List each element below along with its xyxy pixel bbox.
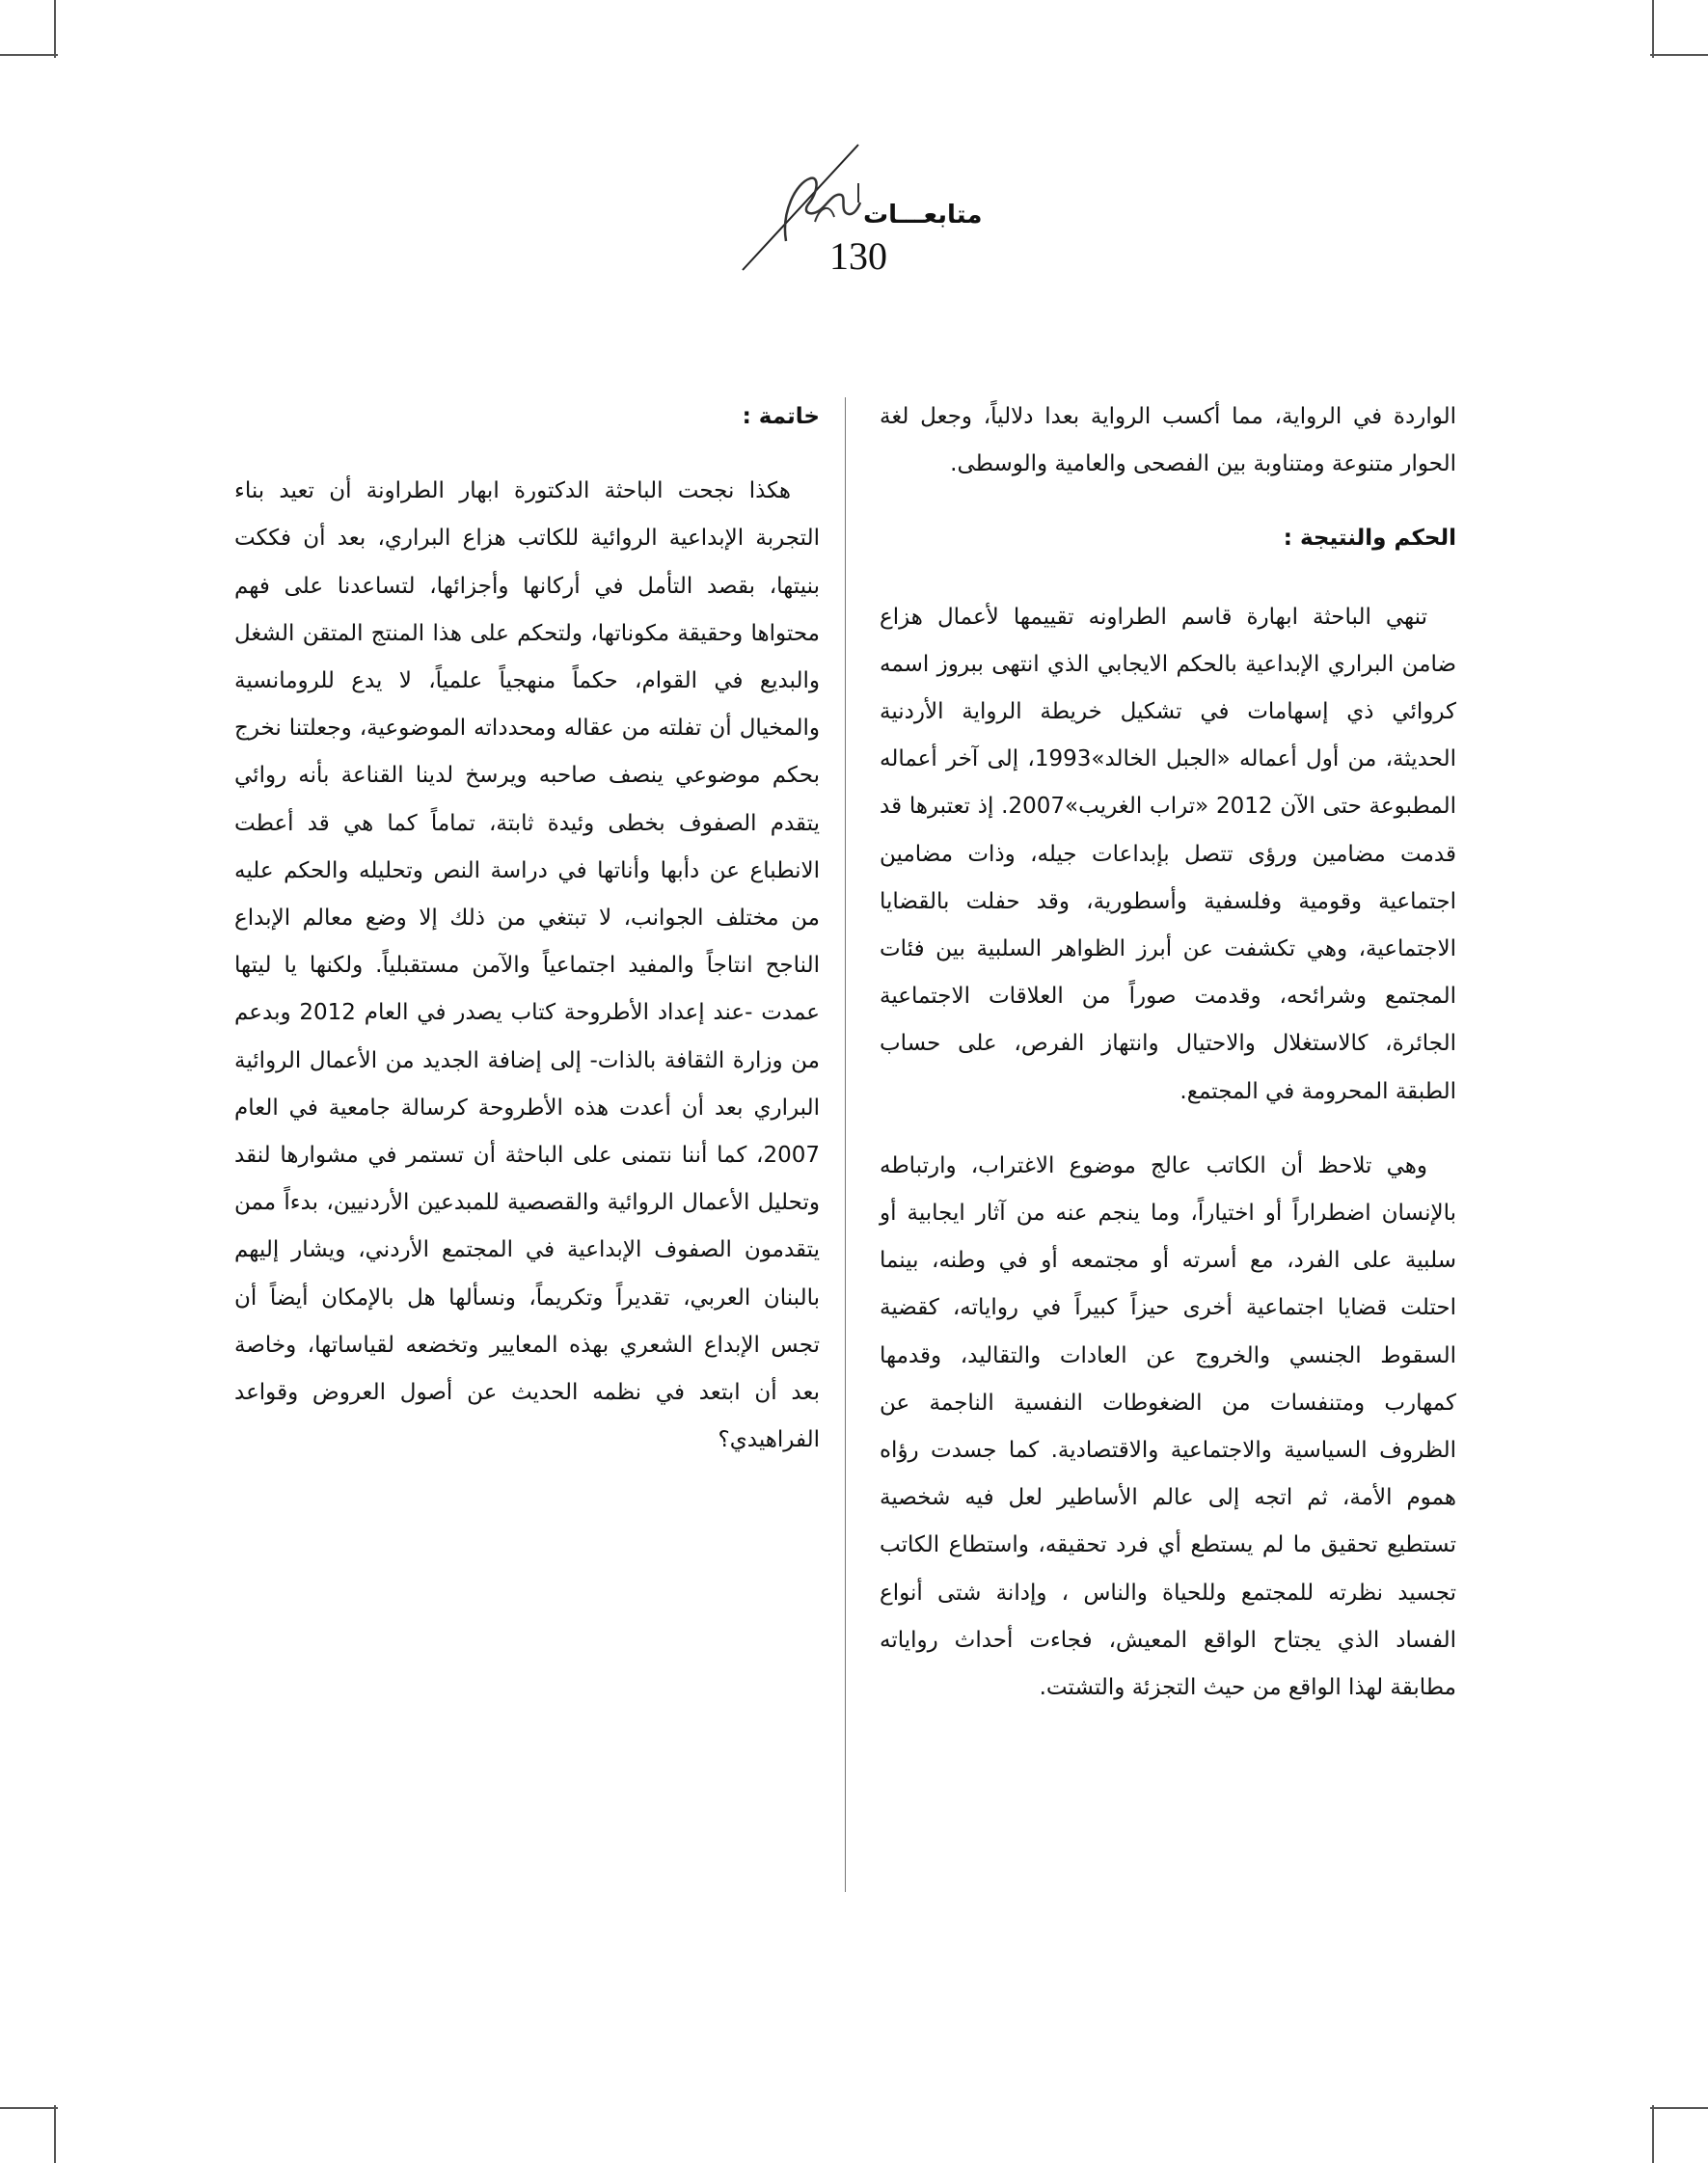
crop-mark xyxy=(1650,2107,1708,2109)
paragraph: الواردة في الرواية، مما أكسب الرواية بعدا دلالياً، وجعل لغة الحوار متنوعة ومتناوبة بين الفصحى والعامية والوسطى. xyxy=(880,404,1456,477)
crop-mark xyxy=(54,0,56,58)
paragraph: وهي تلاحظ أن الكاتب عالج موضوع الاغتراب، وارتباطه بالإنسان اضطراراً أو اختياراً، وما ينجم عنه من آثار ايجابية أو سلبية على الفرد، مع أسرته أو مجتمعه أو في وطنه، بينما احتلت قضايا اجتماعية أخرى حيزاً كبيراً في رواياته، كقضية السقوط الجنسي والخروج عن العادات والتقاليد، وقدمها كمهارب ومتنفسات من الضغوطات النفسية الناجمة عن الظروف السياسية والاجتماعية والاقتصادية. كما جسدت رؤاه هموم الأمة، ثم اتجه إلى عالم الأساطير لعل فيه شخصية تستطيع تحقيق ما لم يستطع أي فرد تحقيقه، واستطاع الكاتب تجسيد نظرته للمجتمع وللحياة والناس ، وإدانة شتى أنواع الفساد الذي يجتاح الواقع المعيش، فجاءت أحداث رواياته مطابقة لهذا الواقع من حيث التجزئة والتشتت. xyxy=(880,1152,1456,1701)
crop-mark xyxy=(54,2105,56,2163)
section-heading: الحكم والنتيجة : xyxy=(1283,526,1456,552)
paragraph: هكذا نجحت الباحثة الدكتورة ابهار الطراونة أن تعيد بناء التجربة الإبداعية الروائية للكاتب هزاع البراري، بعد أن فككت بنيتها، بقصد التأمل في أركانها وأجزائها، لتساعدنا على فهم محتواها وحقيقة مكوناتها، ولتحكم على هذا المنتج المتقن الشغل والبديع في القوام، حكماً منهجياً علمياً، لا يدع للرومانسية والمخيال أن تفلته من عقاله ومحدداته الموضوعية، وجعلتنا نخرج بحكم موضوعي ينصف صاحبه ويرسخ لدينا القناعة بأنه روائي يتقدم الصفوف بخطى وئيدة ثابتة، تماماً كما هي قد أعطت الانطباع عن دأبها وأناتها في دراسة النص وتحليله والحكم عليه من مختلف الجوانب، لا تبتغي من ذلك إلا وضع معالم الإبداع الناجح انتاجاً والمفيد اجتماعياً والآمن مستقبلياً. ولكنها يا ليتها عمدت -عند إعداد الأطروحة كتاب يصدر في العام 2012 وبدعم من وزارة الثقافة بالذات- إلى إضافة الجديد من الأعمال الروائية البراري بعد أن أعدت هذه الأطروحة كرسالة جامعية في العام 2007، كما أننا نتمنى على الباحثة أن تستمر في مشوارها لنقد وتحليل الأعمال الروائية والقصصية للمبدعين الأردنيين، بدءاً ممن يتقدمون الصفوف الإبداعية في المجتمع الأردني، ويشار إليهم بالبنان العربي، تقديراً وتكريماً، ونسألها هل بالإمكان أيضاً أن تجس الإبداع الشعري بهذه المعايير وتخضعه لقياساتها، وخاصة بعد أن ابتعد في نظمه الحديث عن أصول العروض وقواعد الفراهيدي؟ xyxy=(234,478,820,1453)
page-header xyxy=(675,125,1022,289)
right-column xyxy=(880,393,1456,1712)
paragraph: تنهي الباحثة ابهارة قاسم الطراونه تقييمها لأعمال هزاع ضامن البراري الإبداعية بالحكم الايجابي الذي انتهى ببروز اسمه كروائي ذي إسهامات في تشكيل خريطة الرواية الأردنية الحديثة، من أول أعماله «الجبل الخالد»1993، إلى آخر أعماله المطبوعة حتى الآن 2012 «تراب الغريب»2007. إذ تعتبرها قد قدمت مضامين ورؤى تتصل بإبداعات جيله، وذات مضامين اجتماعية وقومية وفلسفية وأسطورية، وقد حفلت بالقضايا الاجتماعية، وهي تكشفت عن أبرز الظواهر السلبية بين فئات المجتمع وشرائحه، وقدمت صوراً من العلاقات الاجتماعية الجائرة، كالاستغلال والاحتيال وانتهاز الفرص، على حساب الطبقة المحرومة في المجتمع. xyxy=(880,604,1456,1104)
crop-mark xyxy=(1652,0,1654,58)
crop-mark xyxy=(1650,54,1708,56)
section-label: متابعـــات xyxy=(863,201,983,230)
page-number: 130 xyxy=(829,234,887,278)
crop-mark xyxy=(1652,2105,1654,2163)
left-column xyxy=(234,393,820,1464)
section-heading: خاتمة : xyxy=(742,404,820,429)
column-divider xyxy=(845,397,846,1892)
crop-mark xyxy=(0,2107,58,2109)
crop-mark xyxy=(0,54,58,56)
